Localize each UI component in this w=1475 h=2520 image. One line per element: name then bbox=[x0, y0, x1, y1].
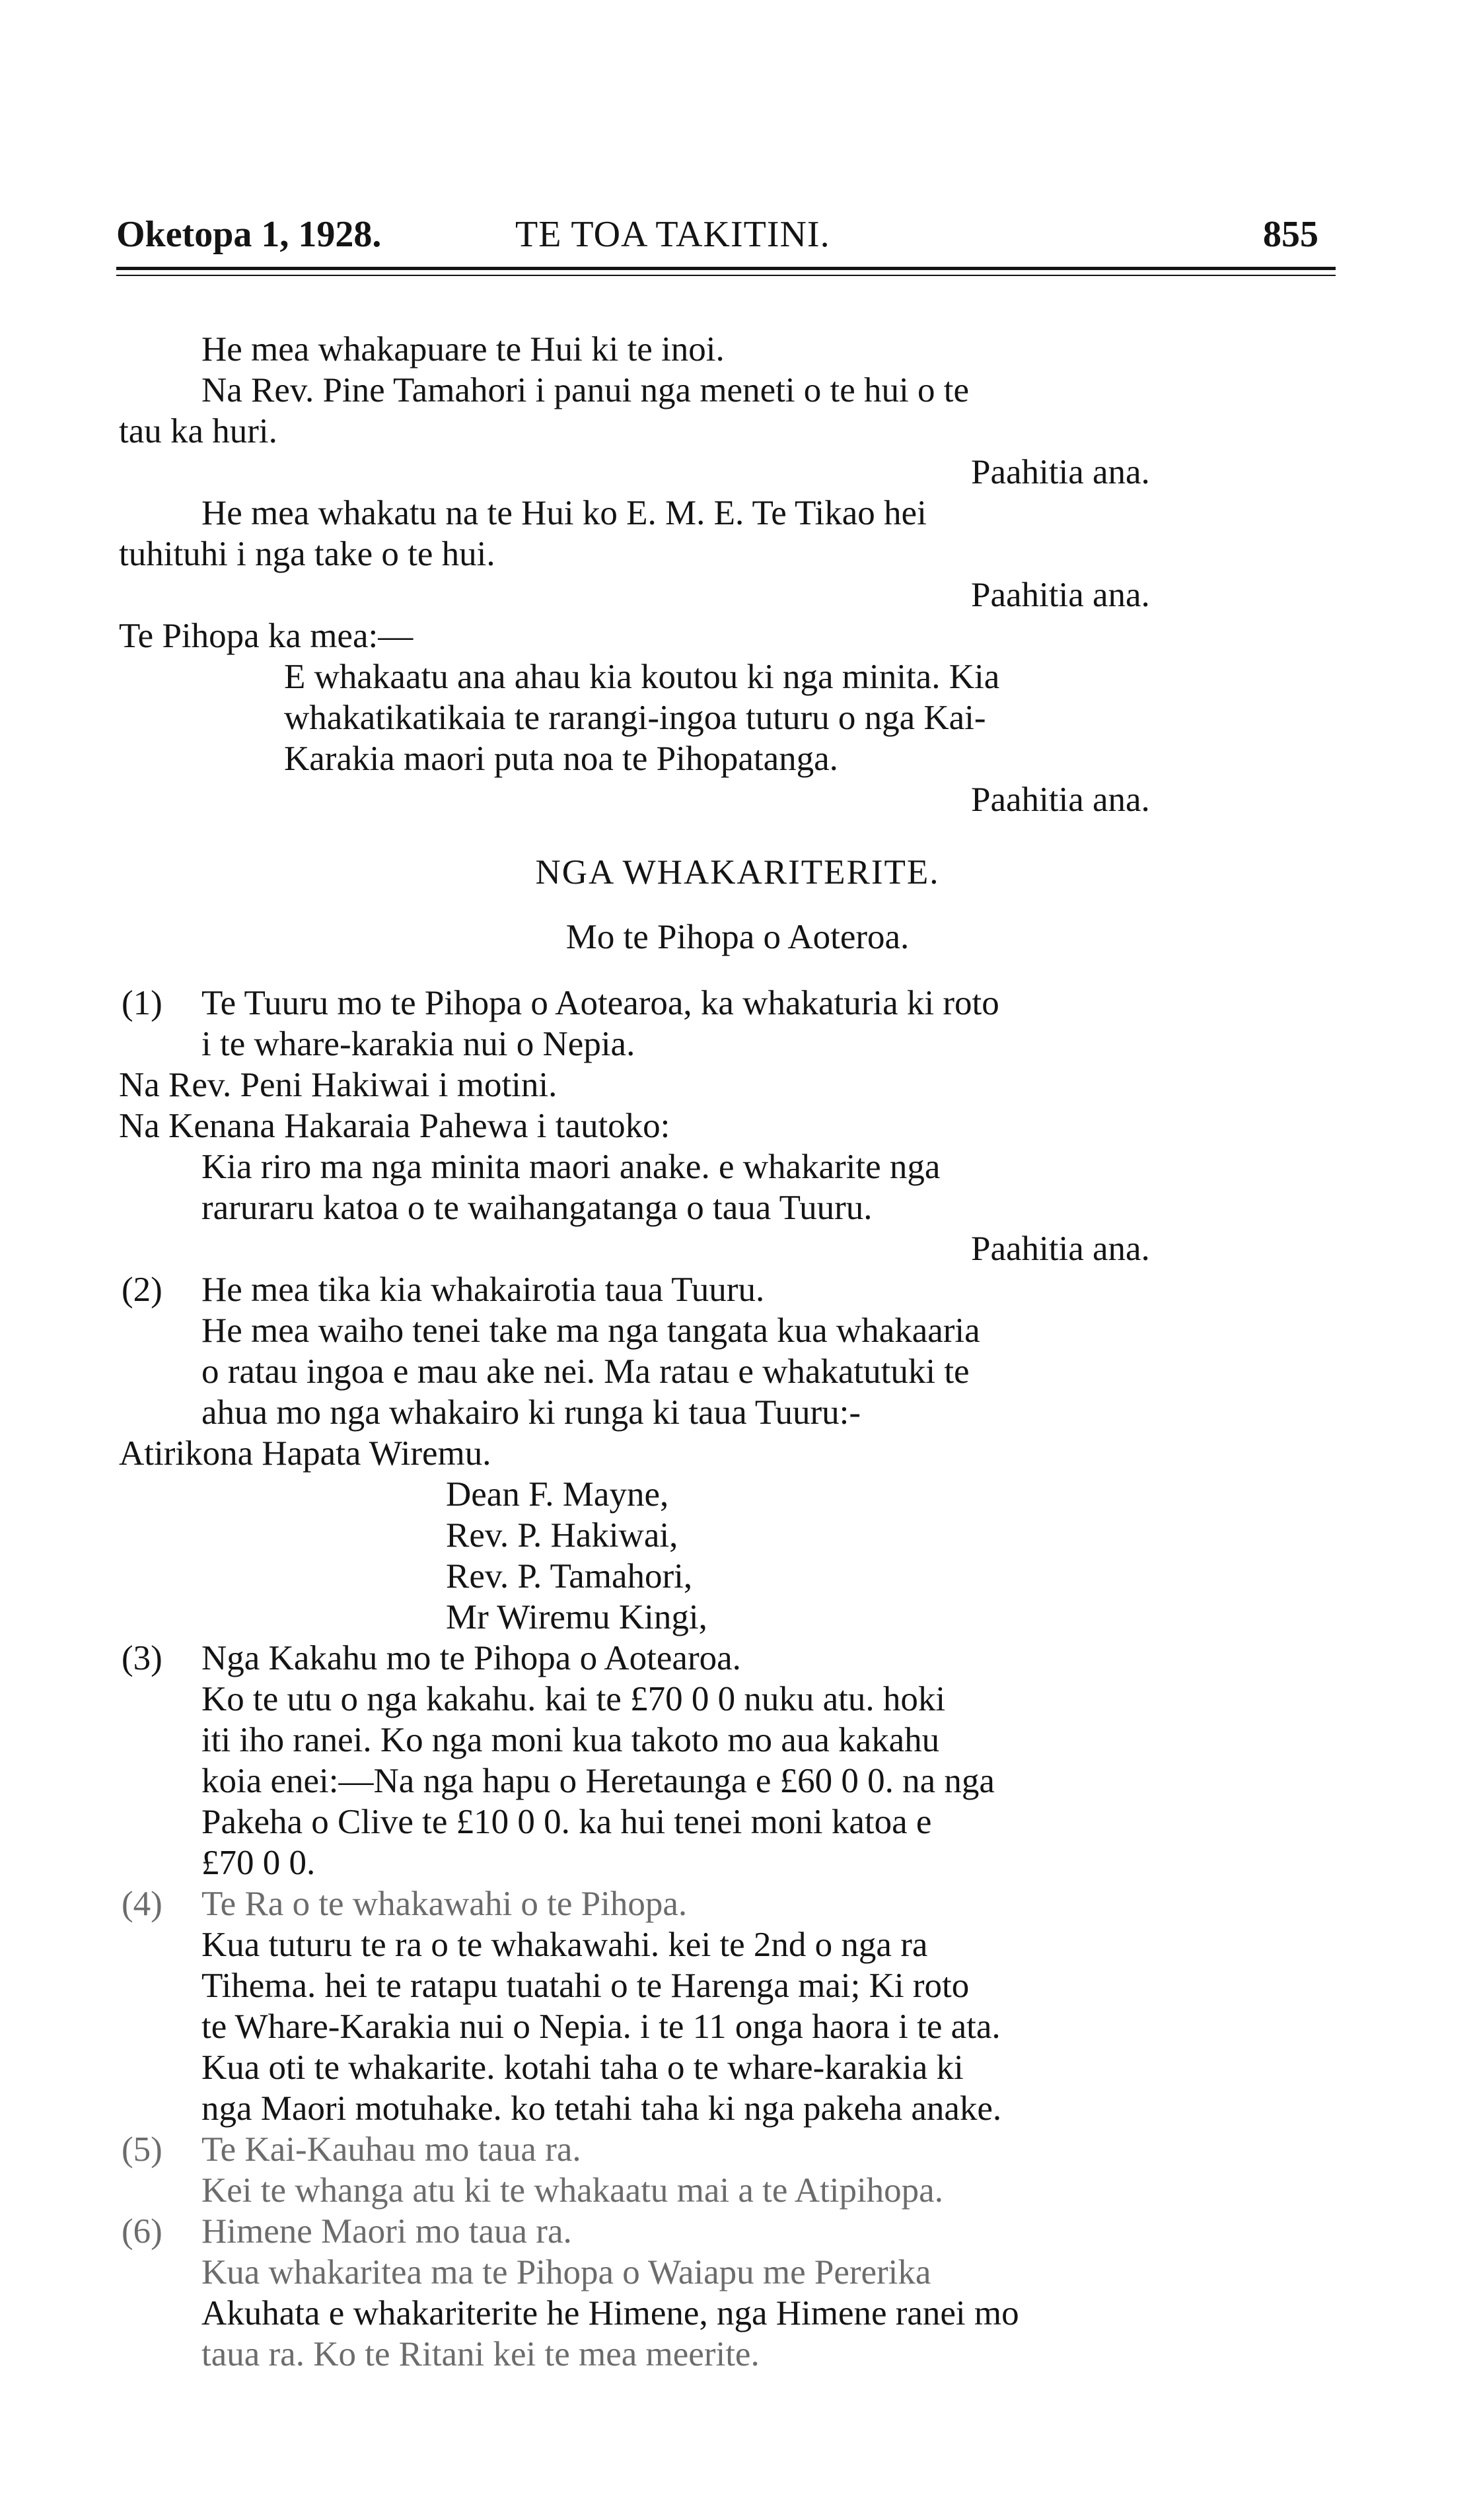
page-number: 855 bbox=[1263, 214, 1318, 255]
text-line: He mea tika kia whakairotia taua Tuuru. bbox=[201, 1271, 765, 1309]
text-line: Himene Maori mo taua ra. bbox=[201, 2212, 572, 2251]
text-line: Kua whakaritea ma te Pihopa o Waiapu me Pererika bbox=[201, 2253, 931, 2292]
text-line: o ratau ingoa e mau ake nei. Ma ratau e whakatutuki te bbox=[201, 1352, 970, 1391]
item-number: (3) bbox=[122, 1639, 162, 1677]
text-line: ahua mo nga whakairo ki runga ki taua Tuuru:- bbox=[201, 1393, 861, 1432]
text-line: Te Tuuru mo te Pihopa o Aotearoa, ka whakaturia ki roto bbox=[201, 984, 999, 1022]
item-number: (5) bbox=[122, 2130, 162, 2169]
text-line: iti iho ranei. Ko nga moni kua takoto mo aua kakahu bbox=[201, 1721, 940, 1759]
section-heading: NGA WHAKARITERITE. bbox=[535, 853, 940, 892]
text-line: £70 0 0. bbox=[201, 1844, 316, 1882]
paahitia-ana: Paahitia ana. bbox=[971, 576, 1150, 614]
text-line: whakatikatikaia te rarangi-ingoa tuturu o nga Kai- bbox=[284, 699, 986, 737]
text-line: i te whare-karakia nui o Nepia. bbox=[201, 1025, 635, 1063]
committee-name: Rev. P. Tamahori, bbox=[446, 1557, 693, 1595]
text-line: Kua oti te whakarite. kotahi taha o te whare-karakia ki bbox=[201, 2048, 964, 2087]
text-line: Pakeha o Clive te £10 0 0. ka hui tenei moni katoa e bbox=[201, 1803, 932, 1841]
header-date: Oketopa 1, 1928. bbox=[116, 214, 382, 255]
paahitia-ana: Paahitia ana. bbox=[971, 781, 1150, 819]
item-number: (1) bbox=[122, 984, 162, 1022]
text-line: taua ra. Ko te Ritani kei te mea meerite. bbox=[201, 2335, 760, 2373]
text-line: Kei te whanga atu ki te whakaatu mai a te Atipihopa. bbox=[201, 2171, 943, 2210]
text-line: He mea waiho tenei take ma nga tangata kua whakaaria bbox=[201, 1312, 980, 1350]
text-line: Te Kai-Kauhau mo taua ra. bbox=[201, 2130, 581, 2169]
text-line: te Whare-Karakia nui o Nepia. i te 11 onga haora i te ata. bbox=[201, 2008, 1001, 2046]
committee-name: Dean F. Mayne, bbox=[446, 1475, 669, 1514]
committee-name: Rev. P. Hakiwai, bbox=[446, 1516, 678, 1555]
text-line: Na Rev. Peni Hakiwai i motini. bbox=[119, 1066, 558, 1104]
text-line: Te Ra o te whakawahi o te Pihopa. bbox=[201, 1885, 688, 1923]
header-rule-thin bbox=[116, 275, 1336, 276]
item-number: (6) bbox=[122, 2212, 162, 2251]
text-line: Tihema. hei te ratapu tuatahi o te Harenga mai; Ki roto bbox=[201, 1967, 970, 2005]
text-line: nga Maori motuhake. ko tetahi taha ki nga pakeha anake. bbox=[201, 2089, 1002, 2128]
text-line: He mea whakapuare te Hui ki te inoi. bbox=[201, 330, 725, 368]
text-line: He mea whakatu na te Hui ko E. M. E. Te Tikao hei bbox=[201, 494, 927, 532]
header-title: TE TOA TAKITINI. bbox=[515, 214, 830, 255]
section-subheading: Mo te Pihopa o Aoteroa. bbox=[565, 918, 910, 956]
text-line: Te Pihopa ka mea:— bbox=[119, 617, 414, 655]
paahitia-ana: Paahitia ana. bbox=[971, 453, 1150, 491]
header-rule-thick bbox=[116, 267, 1336, 270]
paahitia-ana: Paahitia ana. bbox=[971, 1230, 1150, 1268]
item-number: (4) bbox=[122, 1885, 162, 1923]
text-line: Karakia maori puta noa te Pihopatanga. bbox=[284, 740, 838, 778]
text-line: tau ka huri. bbox=[119, 412, 277, 450]
text-line: Ko te utu o nga kakahu. kai te £70 0 0 nuku atu. hoki bbox=[201, 1680, 946, 1718]
text-line: Na Rev. Pine Tamahori i panui nga meneti o te hui o te bbox=[201, 371, 970, 409]
text-line: Kia riro ma nga minita maori anake. e whakarite nga bbox=[201, 1148, 941, 1186]
text-line: E whakaatu ana ahau kia koutou ki nga minita. Kia bbox=[284, 658, 1000, 696]
text-line: Nga Kakahu mo te Pihopa o Aotearoa. bbox=[201, 1639, 741, 1677]
item-number: (2) bbox=[122, 1271, 162, 1309]
text-line: tuhituhi i nga take o te hui. bbox=[119, 535, 495, 573]
text-line: raruraru katoa o te waihangatanga o taua Tuuru. bbox=[201, 1189, 873, 1227]
text-line: koia enei:—Na nga hapu o Heretaunga e £60 0 0. na nga bbox=[201, 1762, 995, 1800]
committee-name: Mr Wiremu Kingi, bbox=[446, 1598, 707, 1636]
text-line: Kua tuturu te ra o te whakawahi. kei te 2nd o nga ra bbox=[201, 1926, 928, 1964]
text-line: Akuhata e whakariterite he Himene, nga Himene ranei mo bbox=[201, 2294, 1019, 2332]
text-line: Atirikona Hapata Wiremu. bbox=[119, 1434, 491, 1473]
text-line: Na Kenana Hakaraia Pahewa i tautoko: bbox=[119, 1107, 670, 1145]
